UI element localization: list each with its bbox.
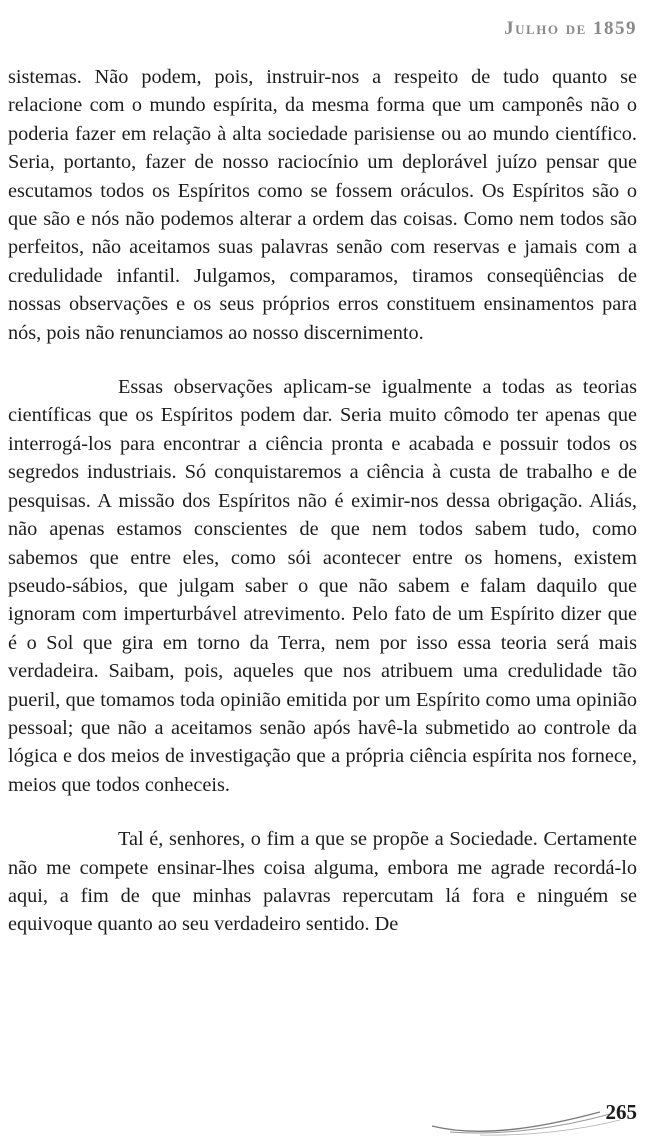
paragraph-society-purpose: Tal é, senhores, o fim a que se propõe a Sociedade. Certamente não me compete ensinar-lhes coisa alguma, embora me agrade recordá-lo aqui, a fim de que minhas palavras repercutam lá fora e ninguém se equivoque quanto ao seu verdadeiro sentido. De: [8, 828, 637, 936]
paragraph-scientific-theories: Essas observações aplicam-se igualmente a todas as teorias científicas que os Espíritos podem dar. Seria muito cômodo ter apenas que interrogá-los para encontrar a ciência pronta e acabada e possuir todos os segredos industriais. Só conquistaremos a ciência à custa de trabalho e de pesquisas. A missão dos Espíritos não é eximir-nos dessa obrigação. Aliás, não apenas estamos conscientes de que nem todos sabem tudo, como sabemos que entre eles, como sói acontecer entre os homens, existem pseudo-sábios, que julgam saber o que não sabem e falam daquilo que ignoram com imperturbável atrevimento. Pelo fato de um Espírito dizer que é o Sol que gira em torno da Terra, nem por isso essa teoria será mais verdadeira. Saibam, pois, aqueles que nos atribuem uma credulidade tão pueril, que tomamos toda opinião emitida por um Espírito como uma opinião pessoal; que não a aceitamos senão após havê-la submetido ao controle da lógica e dos meios de investigação que a própria ciência espírita nos fornece, meios que todos conheceis.: [8, 376, 637, 796]
paragraph-continuation: sistemas. Não podem, pois, instruir-nos a respeito de tudo quanto se relacione com o mundo espírita, da mesma forma que um camponês não o poderia fazer em relação à alta sociedade parisiense ou ao mundo científico. Seria, portanto, fazer de nosso raciocínio um deplorável juízo pensar que escutamos todos os Espíritos como se fossem oráculos. Os Espíritos são o que são e nós não podemos alterar a ordem das coisas. Como nem todos são perfeitos, não aceitamos suas palavras senão com reservas e jamais com a credulidade infantil. Julgamos, comparamos, tiramos conseqüências de nossas observações e os seus próprios erros constituem ensinamentos para nós, pois não renunciamos ao nosso discernimento.: [8, 66, 637, 344]
page-body: [8, 63, 637, 965]
page-number: 265: [605, 1100, 637, 1124]
running-header: Julho de 1859: [504, 18, 637, 39]
